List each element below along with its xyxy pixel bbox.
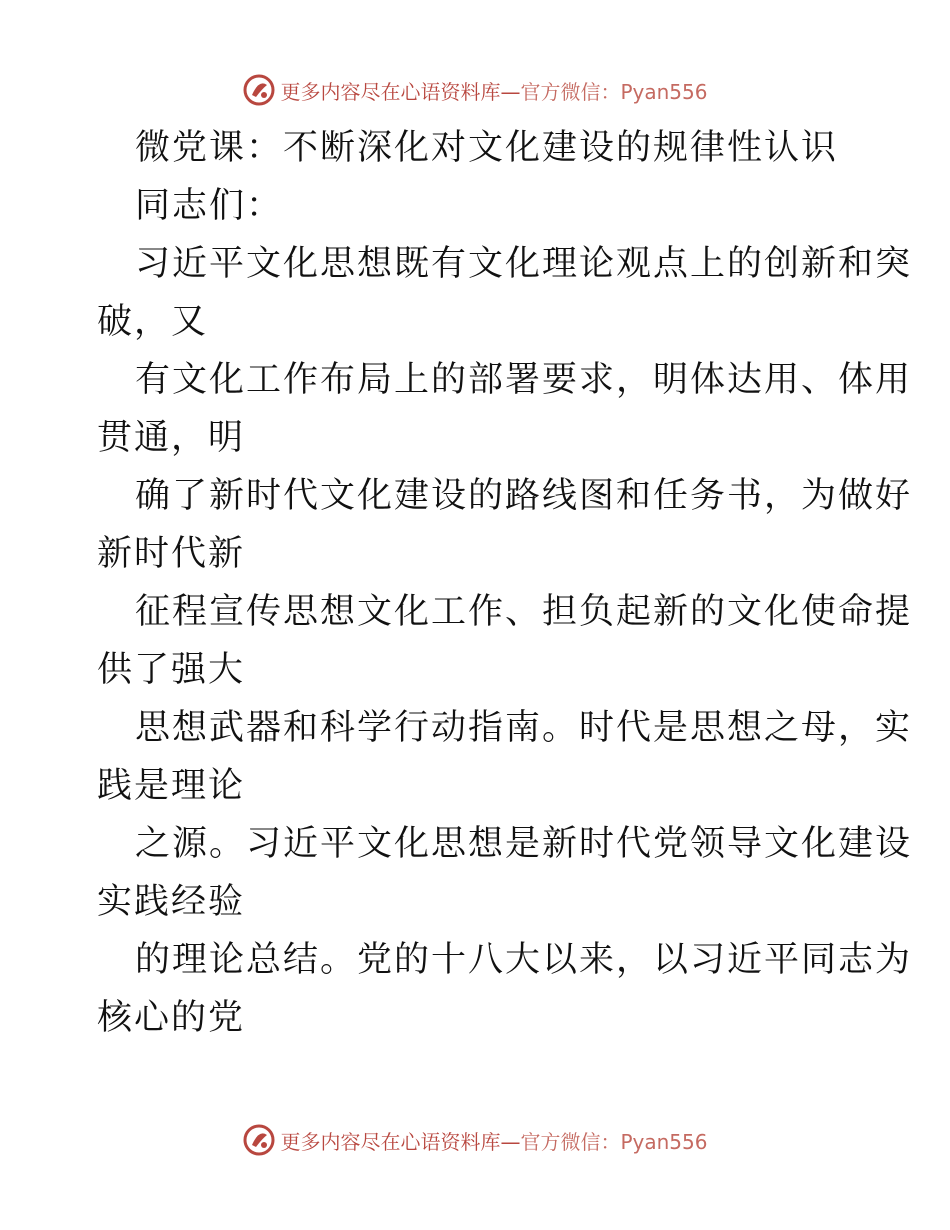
watermark-wechat: 官方微信：Pyan556 (520, 1129, 708, 1154)
text-line: 征程宣传思想文化工作、担负起新的文化使命提 (135, 592, 913, 632)
text-line: 的理论总结。党的十八大以来，以习近平同志为 (135, 940, 913, 980)
brand-logo-icon (242, 1123, 276, 1157)
text-line: 有文化工作布局上的部署要求，明体达用、体用 (135, 360, 913, 400)
watermark-separator: — (500, 1129, 521, 1154)
text-line: 新时代新 (97, 534, 246, 574)
text-line: 贯通，明 (97, 418, 246, 458)
watermark-library-name: 更多内容尽在心语资料库 (280, 1129, 501, 1154)
salutation: 同志们： (135, 186, 284, 226)
watermark-text (280, 1126, 707, 1155)
text-line: 习近平文化思想既有文化理论观点上的创新和突 (135, 244, 913, 284)
watermark-wechat: 官方微信：Pyan556 (520, 79, 708, 104)
document-title: 微党课：不断深化对文化建设的规律性认识 (135, 128, 839, 168)
text-line: 之源。习近平文化思想是新时代党领导文化建设 (135, 824, 913, 864)
text-line: 确了新时代文化建设的路线图和任务书，为做好 (135, 476, 913, 516)
watermark-library-name: 更多内容尽在心语资料库 (280, 79, 501, 104)
text-line: 实践经验 (97, 882, 246, 922)
text-line: 思想武器和科学行动指南。时代是思想之母，实 (135, 708, 913, 748)
text-line: 供了强大 (97, 650, 246, 690)
text-line: 践是理论 (97, 766, 246, 806)
footer-watermark (0, 1120, 950, 1160)
watermark-separator: — (500, 79, 521, 104)
text-line: 破，又 (97, 302, 209, 342)
text-line: 核心的党 (97, 998, 246, 1038)
